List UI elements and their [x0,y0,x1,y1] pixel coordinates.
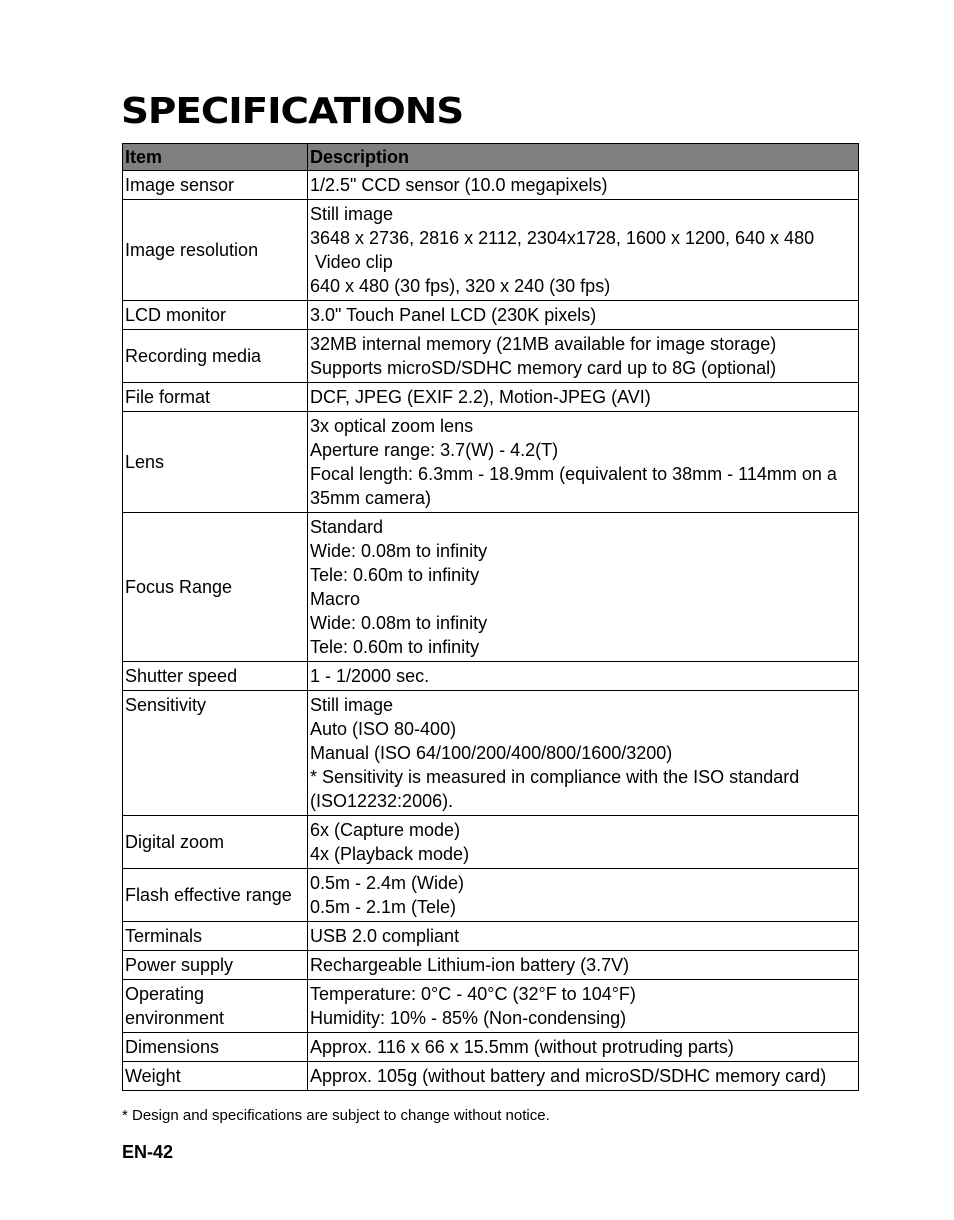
spec-description [308,301,859,330]
table-row [123,412,859,513]
spec-description [308,383,859,412]
spec-description [308,513,859,662]
description-line: Wide: 0.08m to infinity [310,613,488,633]
table-row [123,869,859,922]
spec-description [308,816,859,869]
table-row [123,1033,859,1062]
description-line: 3.0" Touch Panel LCD (230K pixels) [310,305,597,325]
spec-item: LCD monitor [123,301,308,330]
table-row [123,1062,859,1091]
table-row [123,980,859,1033]
table-row [123,200,859,301]
table-row [123,662,859,691]
spec-item: Operating environment [123,980,308,1033]
spec-description [308,1062,859,1091]
header-item: Item [123,144,308,171]
description-line: Wide: 0.08m to infinity [310,541,488,561]
footnote: * Design and specifications are subject to change without notice. [122,1107,550,1124]
description-line: 32MB internal memory (21MB available for image storage) [310,334,777,354]
description-line: 1 - 1/2000 sec. [310,666,430,686]
description-line: 0.5m - 2.1m (Tele) [310,897,457,917]
page-title: SPECIFICATIONS [121,91,464,132]
spec-description [308,922,859,951]
spec-description [308,951,859,980]
table-row [123,816,859,869]
spec-description [308,980,859,1033]
spec-item: Image resolution [123,200,308,301]
description-line: * Sensitivity is measured in compliance with the ISO standard (ISO12232:2006). [310,767,800,811]
description-line: 6x (Capture mode) [310,820,461,840]
description-line: Temperature: 0°C - 40°C (32°F to 104°F) [310,984,636,1004]
spec-item: File format [123,383,308,412]
description-line: Approx. 116 x 66 x 15.5mm (without protruding parts) [310,1037,734,1057]
description-line: Auto (ISO 80-400) [310,719,457,739]
spec-description [308,330,859,383]
table-row [123,513,859,662]
spec-item: Shutter speed [123,662,308,691]
spec-description [308,200,859,301]
description-line: Supports microSD/SDHC memory card up to 8G (optional) [310,358,777,378]
spec-item: Lens [123,412,308,513]
table-row [123,171,859,200]
spec-description [308,171,859,200]
description-line: USB 2.0 compliant [310,926,460,946]
table-body [123,171,859,1091]
description-line: 3x optical zoom lens [310,416,474,436]
table-row [123,383,859,412]
table-row [123,922,859,951]
spec-item: Image sensor [123,171,308,200]
spec-description [308,691,859,816]
spec-item: Power supply [123,951,308,980]
table-row [123,330,859,383]
description-line: Still image [310,204,394,224]
description-line: DCF, JPEG (EXIF 2.2), Motion-JPEG (AVI) [310,387,651,407]
description-line: Rechargeable Lithium-ion battery (3.7V) [310,955,630,975]
spec-description [308,1033,859,1062]
table-header-row [123,144,859,171]
description-line: Tele: 0.60m to infinity [310,565,480,585]
description-line: Macro [310,589,361,609]
page-number: EN-42 [122,1142,174,1162]
table-row [123,301,859,330]
spec-item: Dimensions [123,1033,308,1062]
header-description: Description [308,144,859,171]
spec-description [308,412,859,513]
description-line: Tele: 0.60m to infinity [310,637,480,657]
description-line: 1/2.5" CCD sensor (10.0 megapixels) [310,175,608,195]
description-line: 0.5m - 2.4m (Wide) [310,873,465,893]
spec-item: Flash effective range [123,869,308,922]
description-line: Video clip [310,252,393,272]
spec-item: Focus Range [123,513,308,662]
description-line: Manual (ISO 64/100/200/400/800/1600/3200) [310,743,673,763]
spec-item: Digital zoom [123,816,308,869]
spec-description [308,869,859,922]
description-line: Aperture range: 3.7(W) - 4.2(T) [310,440,559,460]
spec-description [308,662,859,691]
specifications-table [122,143,859,1091]
spec-item: Terminals [123,922,308,951]
description-line: 640 x 480 (30 fps), 320 x 240 (30 fps) [310,276,611,296]
description-line: Approx. 105g (without battery and microSD/SDHC memory card) [310,1066,827,1086]
table-row [123,691,859,816]
description-line: Still image [310,695,394,715]
description-line: Focal length: 6.3mm - 18.9mm (equivalent to 38mm - 114mm on a 35mm camera) [310,464,837,508]
description-line: Humidity: 10% - 85% (Non-condensing) [310,1008,627,1028]
description-line: 3648 x 2736, 2816 x 2112, 2304x1728, 1600 x 1200, 640 x 480 [310,228,815,248]
description-line: 4x (Playback mode) [310,844,470,864]
spec-item: Weight [123,1062,308,1091]
table-row [123,951,859,980]
spec-item: Sensitivity [123,691,308,816]
description-line: Standard [310,517,384,537]
spec-item: Recording media [123,330,308,383]
